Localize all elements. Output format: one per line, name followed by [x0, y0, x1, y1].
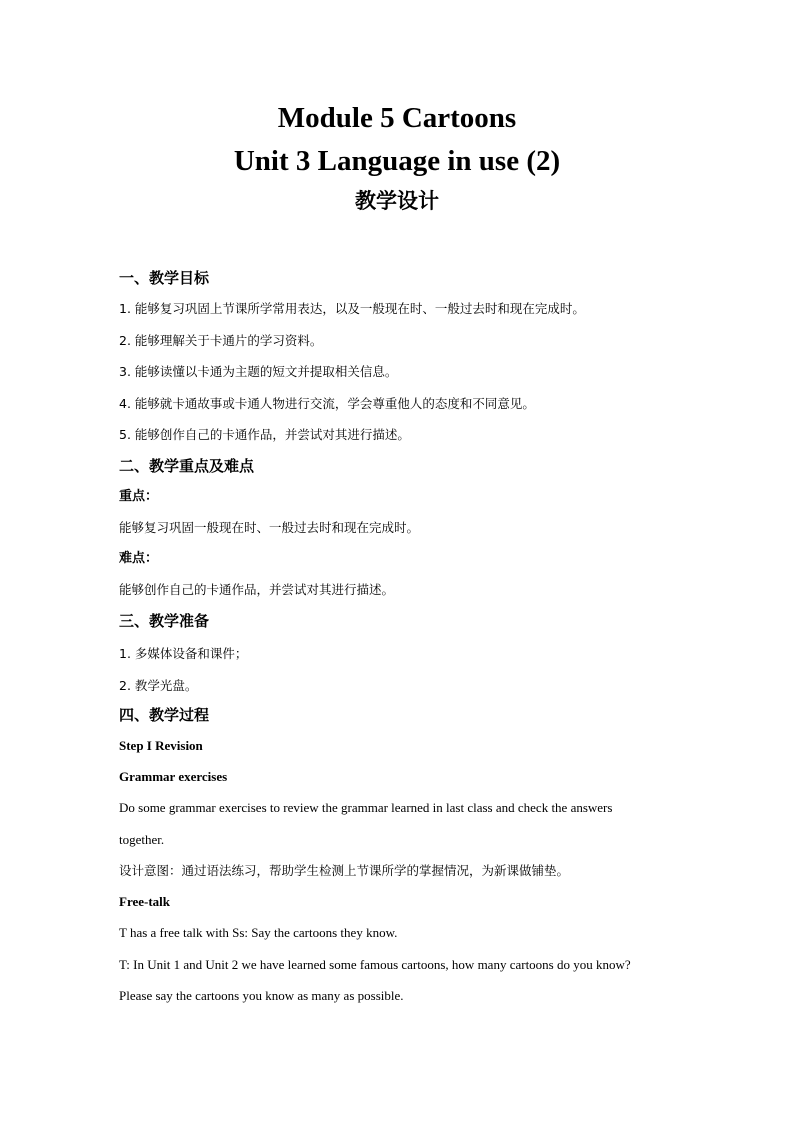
key-point-text: 能够复习巩固一般现在时、一般过去时和现在完成时。 — [119, 520, 420, 535]
title-line-2: Unit 3 Language in use (2) — [233, 145, 561, 177]
objective-item: 5. 能够创作自己的卡通作品，并尝试对其进行描述。 — [119, 427, 410, 442]
section-heading-preparation: 三、教学准备 — [119, 612, 210, 630]
objective-item: 4. 能够就卡通故事或卡通人物进行交流，学会尊重他人的态度和不同意见。 — [119, 396, 535, 411]
preparation-item: 1. 多媒体设备和课件； — [119, 646, 248, 661]
grammar-text-line-1: Do some grammar exercises to review the grammar learned in last class and check the answers — [119, 800, 613, 815]
design-intent: 设计意图：通过语法练习，帮助学生检测上节课所学的掌握情况，为新课做铺垫。 — [119, 863, 570, 878]
objective-item: 2. 能够理解关于卡通片的学习资料。 — [119, 333, 323, 348]
freetalk-text-line-3: Please say the cartoons you know as many as possible. — [119, 988, 404, 1003]
title-line-1: Module 5 Cartoons — [277, 102, 517, 134]
objective-item: 1. 能够复习巩固上节课所学常用表达，以及一般现在时、一般过去时和现在完成时。 — [119, 301, 585, 316]
difficult-point-label: 难点： — [119, 551, 159, 566]
freetalk-text-line-1: T has a free talk with Ss: Say the cartoons they know. — [119, 925, 398, 940]
freetalk-heading: Free-talk — [119, 894, 171, 909]
subtitle: 教学设计 — [355, 189, 439, 213]
freetalk-text-line-2: T: In Unit 1 and Unit 2 we have learned some famous cartoons, how many cartoons do you know? — [119, 957, 631, 972]
objective-item: 3. 能够读懂以卡通为主题的短文并提取相关信息。 — [119, 364, 398, 379]
step-heading: Step I Revision — [119, 738, 203, 753]
grammar-text-line-2: together. — [119, 832, 165, 847]
section-heading-objectives: 一、教学目标 — [119, 269, 210, 287]
difficult-point-text: 能够创作自己的卡通作品，并尝试对其进行描述。 — [119, 582, 395, 597]
grammar-heading: Grammar exercises — [119, 769, 228, 784]
section-heading-key-points: 二、教学重点及难点 — [119, 457, 255, 475]
key-point-label: 重点： — [119, 489, 159, 504]
preparation-item: 2. 教学光盘。 — [119, 678, 198, 693]
section-heading-process: 四、教学过程 — [119, 706, 210, 724]
